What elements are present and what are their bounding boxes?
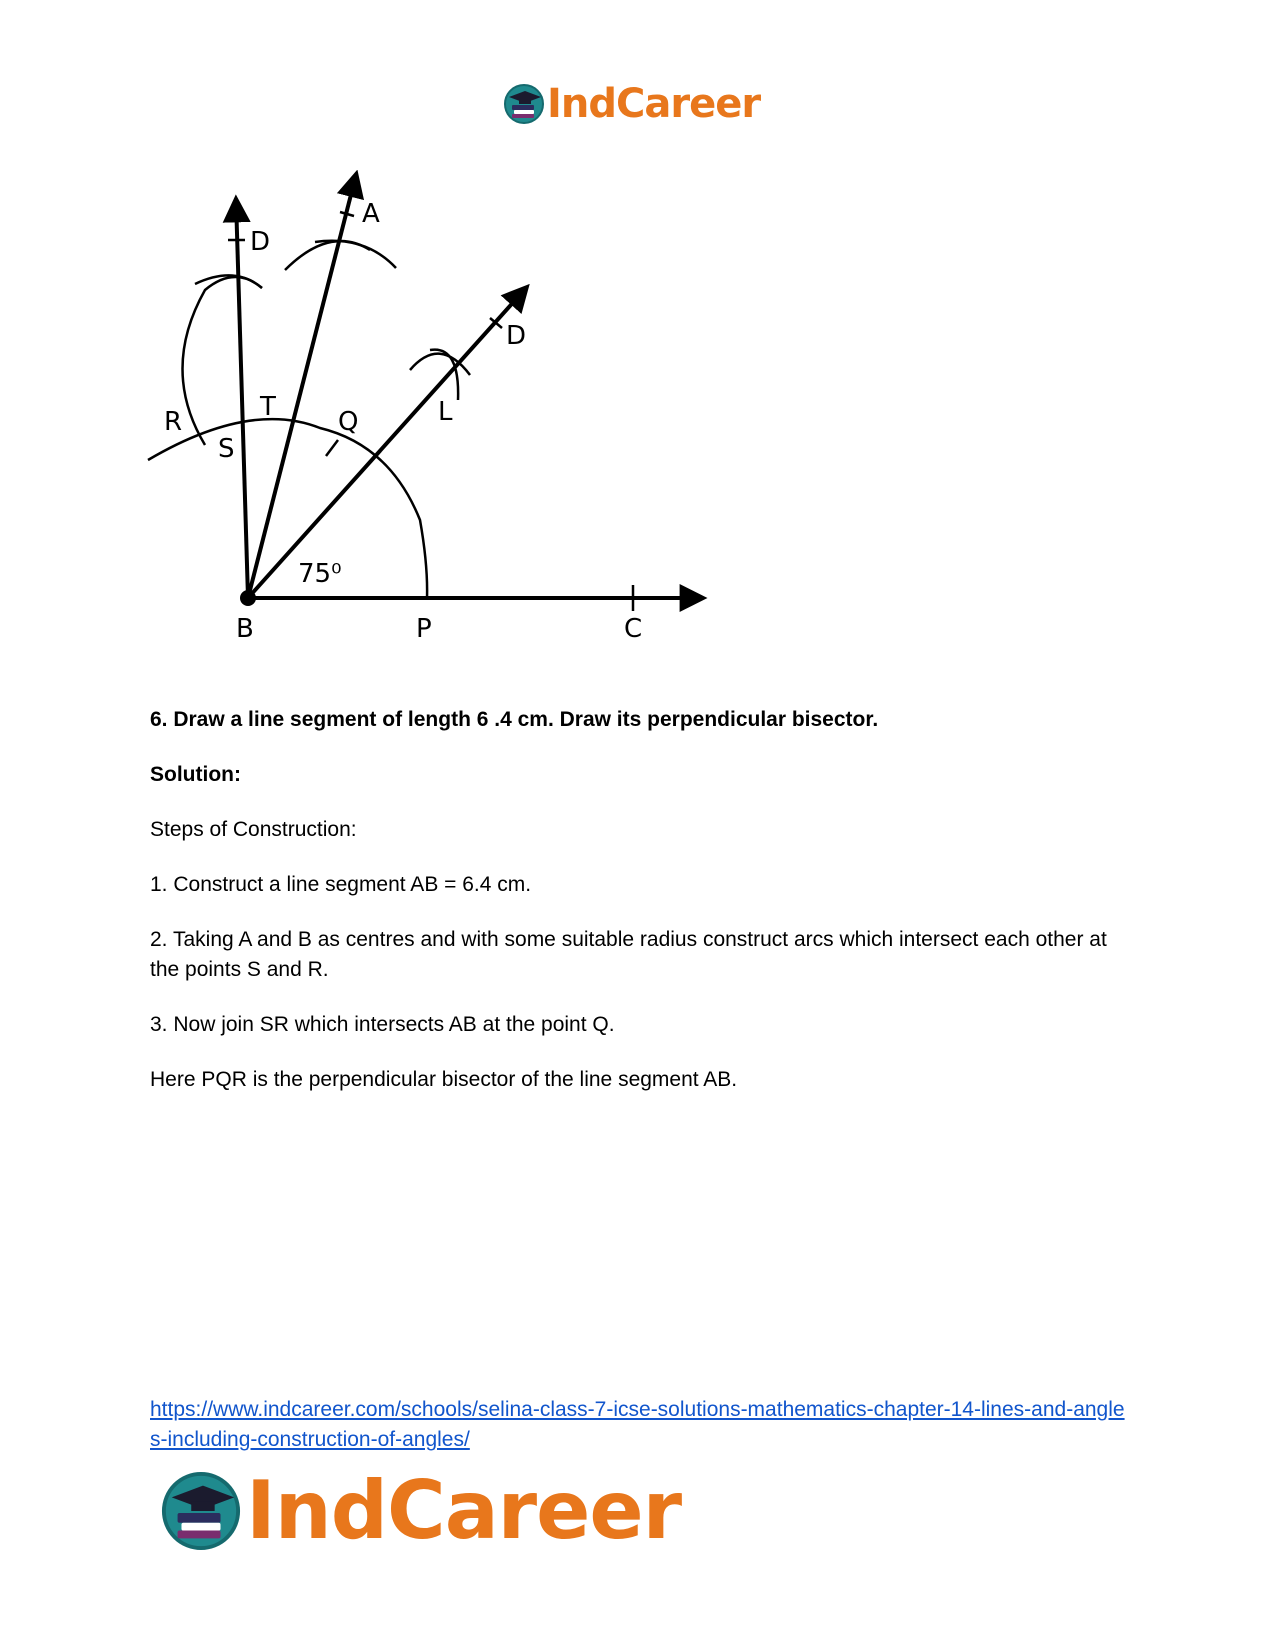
angle-construction-figure (140, 170, 760, 680)
label-c: C (624, 614, 643, 644)
label-a: A (362, 199, 380, 229)
point-b (240, 590, 256, 606)
source-link[interactable]: https://www.indcareer.com/schools/selina-class-7-icse-solutions-mathematics-chapter-14-lines-and-angles-including-construction-of-angles/ (150, 1398, 1125, 1451)
arc-a-right (315, 241, 396, 268)
indcareer-logo-bottom (160, 1466, 681, 1556)
indcareer-logo-top (503, 80, 760, 128)
ray-bd-right (248, 288, 526, 598)
arc-a-left (285, 241, 370, 270)
step-item: 3. Now join SR which intersects AB at the point Q. (150, 1013, 615, 1036)
step-item: 1. Construct a line segment AB = 6.4 cm. (150, 873, 532, 896)
label-r: R (164, 407, 183, 437)
label-d-top: D (250, 227, 271, 257)
steps-title: Steps of Construction: (150, 818, 357, 841)
conclusion-text: Here PQR is the perpendicular bisector of the line segment AB. (150, 1068, 738, 1091)
arc-l-left (410, 354, 470, 375)
brand-wordmark: IndCareer (547, 81, 761, 127)
label-s: S (218, 434, 235, 464)
ray-bd-top (236, 200, 248, 598)
solution-label: Solution: (150, 763, 241, 786)
label-b: B (236, 614, 254, 644)
brand-wordmark: IndCareer (246, 1464, 682, 1557)
label-angle: 75⁰ (298, 559, 342, 589)
question-title: 6. Draw a line segment of length 6 .4 cm. Draw its perpendicular bisector. (150, 708, 879, 731)
step-item: 2. Taking A and B as centres and with some suitable radius construct arcs which intersect each other at the points S and R. (150, 928, 1107, 981)
label-p: P (416, 614, 432, 644)
label-l: L (438, 397, 453, 427)
label-q: Q (338, 407, 359, 437)
graduate-book-globe-icon (160, 1470, 242, 1552)
label-t: T (260, 392, 276, 422)
graduate-book-globe-icon (503, 83, 545, 125)
label-d-right: D (506, 321, 527, 351)
tick-q (326, 440, 338, 456)
